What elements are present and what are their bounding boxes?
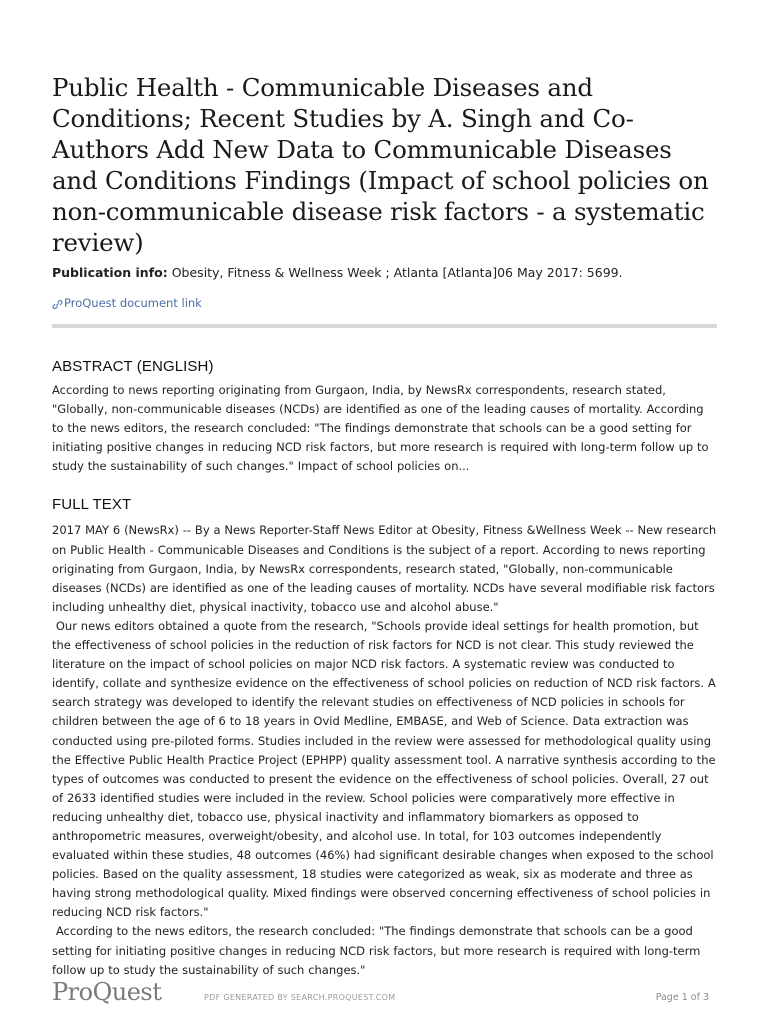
publication-info <box>52 264 717 282</box>
document-page <box>52 72 721 980</box>
full-text-heading: FULL TEXT <box>52 496 132 514</box>
page-footer <box>52 978 717 1018</box>
proquest-document-link[interactable] <box>52 295 717 311</box>
full-text-paragraph: Our news editors obtained a quote from the research, "Schools provide ideal settings for health promotion, but the effectiveness of school policies in the reduction of risk factors for NCD is not clear. This study reviewed the literature on the impact of school policies on major NCD risk factors. A systematic review was conducted to identify, collate and synthesize evidence on the effectiveness of school policies on reduction of NCD risk factors. A search strategy was developed to identify the relevant studies on effectiveness of NCD policies in schools for children between the age of 6 to 18 years in Ovid Medline, EMBASE, and Web of Science. Data extraction was conducted using pre-piloted forms. Studies included in the review were assessed for methodological quality using the Effective Public Health Practice Project (EPHPP) quality assessment tool. A narrative synthesis according to the types of outcomes was conducted to present the evidence on the effectiveness of school policies. Overall, 27 out of 2633 identified studies were included in the review. School policies were comparatively more effective in reducing unhealthy diet, tobacco use, physical inactivity and inflammatory biomarkers as opposed to anthropometric measures, overweight/obesity, and alcohol use. In total, for 103 outcomes independently evaluated within these studies, 48 outcomes (46%) had significant desirable changes when exposed to the school policies. Based on the quality assessment, 18 studies were categorized as weak, six as moderate and three as having strong methodological quality. Mixed findings were observed concerning effectiveness of school policies in reducing NCD risk factors." <box>52 618 720 920</box>
document-title: Public Health - Communicable Diseases and Conditions; Recent Studies by A. Singh and Co-Authors Add New Data to Communicable Diseases and Conditions Findings (Impact of school policies on non-communicable disease risk factors - a systematic review) <box>52 73 709 257</box>
section-divider <box>52 324 717 328</box>
abstract-text: According to news reporting originating from Gurgaon, India, by NewsRx correspondents, research stated, "Globally, non-communicable diseases (NCDs) are identified as one of the leading causes of mortality. According to the news editors, the research concluded: "The findings demonstrate that schools can be a good setting for initiating positive changes in reducing NCD risk factors, but more research is required with long-term follow up to study the sustainability of such changes." Impact of school policies on... <box>52 383 713 474</box>
page-number: Page 1 of 3 <box>655 992 709 1003</box>
proquest-document-link-text[interactable]: ProQuest document link <box>64 296 202 310</box>
publication-info-value: Obesity, Fitness & Wellness Week ; Atlanta [Atlanta]06 May 2017: 5699. <box>171 265 623 280</box>
full-text-paragraph: According to the news editors, the research concluded: "The findings demonstrate that schools can be a good setting for initiating positive changes in reducing NCD risk factors, but more research is required with long-term follow up to study the sustainability of such changes." <box>52 924 705 977</box>
proquest-logo: ProQuest <box>52 978 162 1006</box>
link-icon <box>52 298 63 309</box>
full-text-body <box>52 521 721 979</box>
abstract-heading: ABSTRACT (ENGLISH) <box>52 358 214 375</box>
full-text-paragraph: 2017 MAY 6 (NewsRx) -- By a News Reporter-Staff News Editor at Obesity, Fitness &Wellness Week -- New research on Public Health - Communicable Diseases and Conditions is the subject of a report. According to news reporting originating from Gurgaon, India, by NewsRx correspondents, research stated, "Globally, non-communicable diseases (NCDs) are identified as one of the leading causes of mortality. NCDs have several modifiable risk factors including unhealthy diet, physical inactivity, tobacco use and alcohol abuse." <box>52 523 721 614</box>
publication-info-label: Publication info: <box>52 265 168 280</box>
pdf-generated-note: PDF GENERATED BY SEARCH.PROQUEST.COM <box>204 993 396 1002</box>
